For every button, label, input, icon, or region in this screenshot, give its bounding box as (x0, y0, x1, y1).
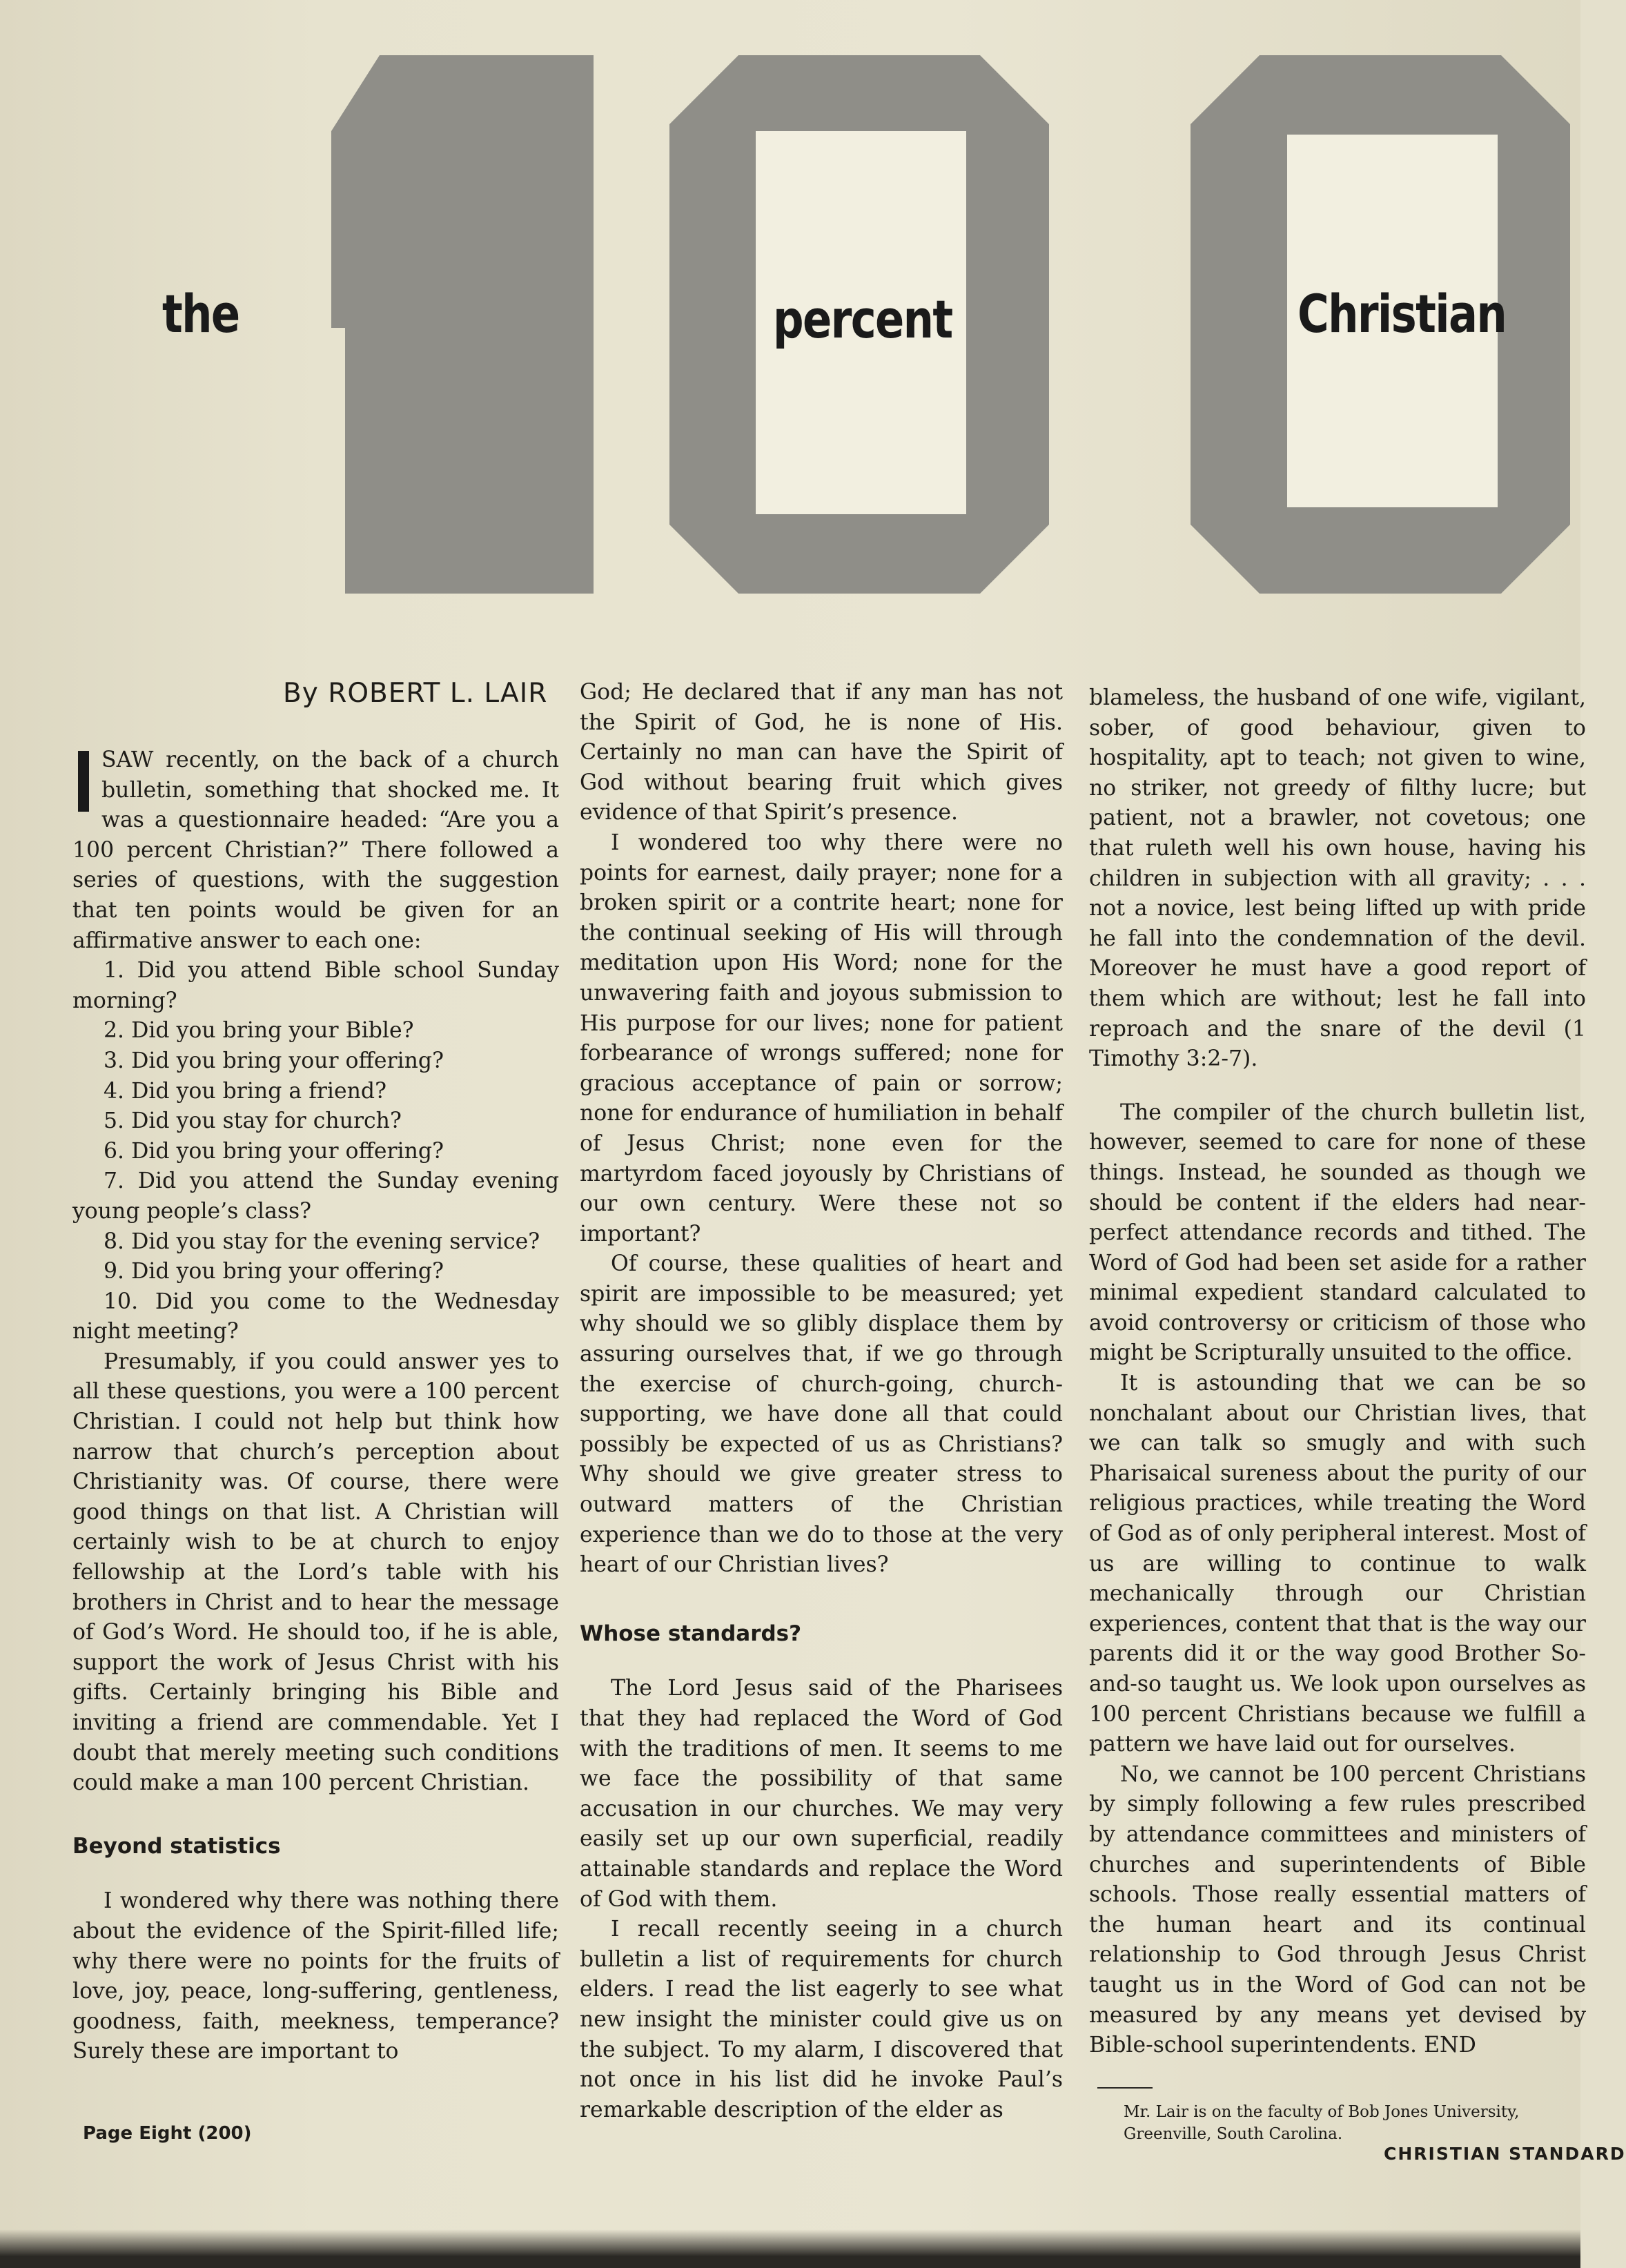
scripture-quote: blameless, the husband of one wife, vigilant, sober, of good behaviour, given to hospitality, apt to teach; not given to wine, no striker, not greedy of filthy lucre; but patient, not a brawler, not covetous; one that ruleth well his own house, having his children in subjection with all gravity; . . . not a novice, lest being lifted up with pride he fall into the condemnation of the devil. Moreover he must have a good report of them which are without; lest he fall into reproach and the snare of the devil (1 Timothy 3:2-7). (1089, 685, 1586, 1072)
drop-cap-i (78, 751, 89, 812)
list-item: 1. Did you attend Bible school Sunday morning? (72, 958, 559, 1013)
list-item: 2. Did you bring your Bible? (104, 1018, 414, 1044)
paragraph: I wondered too why there were no points for earnest, daily prayer; none for a broken spirit or a contrite heart; none for the continual seeking of His will through meditation upon His Word; none for the unwavering faith and joyous submission to His purpose for our lives; none for patient forbearance of wrongs suffered; none for gracious acceptance of pain or sorrow; none for endurance of humiliation in behalf of Jesus Christ; none even for the martyrdom faced joyously by Christians of our own century. Were these not so important? (580, 830, 1063, 1247)
title-word-christian: Christian (1297, 283, 1507, 344)
paragraph: God; He declared that if any man has not the Spirit of God, he is none of His. Certainly no man can have the Spirit of God without bearing fruit which gives evidence of that Spirit’s presence. (580, 680, 1063, 825)
list-item: 4. Did you bring a friend? (104, 1078, 386, 1104)
paragraph: It is astounding that we can be so nonchalant about our Christian lives, that we can talk so smugly and with such Pharisaical sureness about the purity of our religious practices, while treating the Word of God as of only peripheral interest. Most of us are willing to continue to walk mechanically through our Christian experiences, content that that is the way our parents did it or the way good Brother So-and-so taught us. We look upon ourselves as 100 percent Christians because we fulfill a pattern we have laid out for ourselves. (1089, 1371, 1586, 1757)
questionnaire-list (72, 956, 559, 1347)
title-word-the: the (162, 283, 239, 344)
list-item: 8. Did you stay for the evening service? (104, 1229, 540, 1254)
subhead-whose-standards: Whose standards? (580, 1621, 802, 1646)
paragraph: Presumably, if you could answer yes to all these questions, you were a 100 percent Christian. I could not help but think how narrow that church’s perception about Christianity was. Of course, there were good things on that list. A Christian will certainly wish to be at church to enjoy fellowship at the Lord’s table with his brothers in Christ and to hear the message of God’s Word. He should too, if he is able, support the work of Jesus Christ with his gifts. Certainly bringing his Bible and inviting a friend are commendable. Yet I doubt that merely meeting such conditions could make a man 100 percent Christian. (72, 1349, 559, 1796)
intro-paragraph: SAW recently, on the back of a church bulletin, something that shocked me. It was a questionnaire headed: “Are you a 100 percent Christian?” There followed a series of questions, with the suggestion that ten points would be given for an affirmative answer to each one: (72, 747, 559, 953)
article-column-1 (72, 745, 559, 2067)
byline: By ROBERT L. LAIR (283, 678, 548, 709)
title-word-percent: percent (773, 289, 952, 350)
paragraph: The compiler of the church bulletin list, however, seemed to care for none of these things. Instead, he sounded as though we should be content if the elders had near-perfect attendance records and tithed. The Word of God had been set aside for a rather minimal expedient standard calculated to avoid controversy or criticism of those who might be Scripturally unsuited to the office. (1089, 1099, 1586, 1366)
list-item: 6. Did you bring your offering? (104, 1138, 444, 1164)
author-footnote: Mr. Lair is on the faculty of Bob Jones University, Greenville, South Carolina. (1124, 2102, 1520, 2143)
paragraph: No, we cannot be 100 percent Christians by simply following a few rules prescribed by attendance committees and ministers of churches and superintendents of Bible schools. Those really essential matters of the human heart and its continual relationship to God through Jesus Christ taught us in the Word of God can not be measured by any means yet devised by Bible-school superintendents. END (1089, 1761, 1586, 2058)
list-item: 9. Did you bring your offering? (104, 1259, 444, 1284)
paragraph: I recall recently seeing in a church bulletin a list of requirements for church elders. I read the list eagerly to see what new insight the minister could give us on the subject. To my alarm, I discovered that not once in his list did he invoke Paul’s remarkable description of the elder as (580, 1917, 1063, 2122)
paragraph: I wondered why there was nothing there about the evidence of the Spirit-filled life; why there were no points for the fruits of love, joy, peace, long-suffering, gentleness, goodness, faith, meekness, temperance? Surely these are important to (72, 1888, 559, 2064)
footnote-rule (1097, 2087, 1153, 2089)
list-item: 7. Did you attend the Sunday evening young people’s class? (72, 1169, 559, 1224)
numeral-one (331, 55, 594, 594)
paragraph: Of course, these qualities of heart and spirit are impossible to be measured; yet why should we so glibly displace them by assuring ourselves that, if we go through the exercise of church-going, church-supporting, we have done all that could possibly be expected of us as Christians? Why should we give greater stress to outward matters of the Christian experience than we do to those at the very heart of our Christian lives? (580, 1251, 1063, 1578)
page-folio: Page Eight (200) (83, 2123, 252, 2144)
magazine-name: CHRISTIAN STANDARD (1384, 2144, 1626, 2164)
list-item: 3. Did you bring your offering? (104, 1048, 444, 1073)
subhead-beyond-statistics: Beyond statistics (72, 1833, 281, 1859)
article-column-3 (1089, 683, 1586, 2145)
list-item: 10. Did you come to the Wednesday night meeting? (72, 1289, 559, 1345)
paragraph: The Lord Jesus said of the Pharisees that they had replaced the Word of God with the traditions of men. It seems to me we face the possibility of that same accusation in our churches. We may very easily set up our own superficial, readily attainable standards and replace the Word of God with them. (580, 1676, 1063, 1912)
article-column-2 (580, 678, 1063, 2125)
scan-shadow (0, 2229, 1580, 2268)
list-item: 5. Did you stay for church? (104, 1108, 402, 1134)
